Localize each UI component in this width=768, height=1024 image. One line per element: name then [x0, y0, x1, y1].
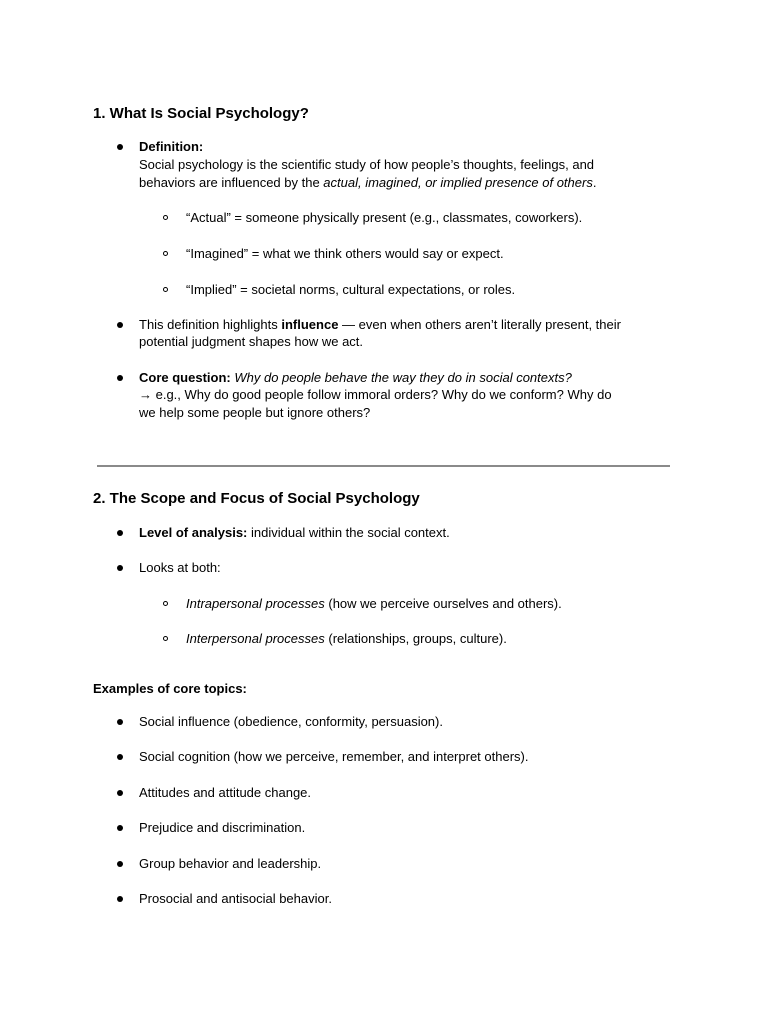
topic-item: Social influence (obedience, conformity, persuasion). [139, 714, 443, 729]
circle-bullet-icon [163, 251, 168, 256]
core-question-label: Core question: [139, 370, 231, 385]
definition-line1: Social psychology is the scientific study of how people’s thoughts, feelings, and [139, 157, 595, 172]
bullet-icon [117, 375, 123, 381]
influence-line1 [139, 316, 621, 334]
subitem-interpersonal [186, 630, 507, 648]
bullet-icon [117, 825, 123, 831]
influence-post: — even when others aren’t literally present, their [338, 317, 621, 332]
definition-line2 [139, 174, 596, 192]
definition-end: . [592, 175, 597, 190]
influence-line2: potential judgment shapes how we act. [139, 334, 364, 349]
interpersonal-italic: Interpersonal processes [186, 631, 325, 646]
topic-item: Group behavior and leadership. [139, 856, 322, 871]
interpersonal-text: (relationships, groups, culture). [324, 631, 507, 646]
circle-bullet-icon [163, 215, 168, 220]
topic-item: Prosocial and antisocial behavior. [139, 891, 332, 906]
bullet-icon [117, 322, 123, 328]
definition-label: Definition: [139, 139, 204, 154]
core-question-line1 [139, 369, 572, 387]
circle-bullet-icon [163, 636, 168, 641]
bullet-icon [117, 719, 123, 725]
subitem-intrapersonal [186, 595, 562, 613]
subitem-actual: “Actual” = someone physically present (e.g., classmates, coworkers). [186, 210, 583, 225]
circle-bullet-icon [163, 601, 168, 606]
bullet-icon [117, 754, 123, 760]
subitem-implied: “Implied” = societal norms, cultural expectations, or roles. [186, 282, 516, 297]
topic-item: Attitudes and attitude change. [139, 785, 312, 800]
bullet-icon [117, 530, 123, 536]
looks-at-both: Looks at both: [139, 560, 221, 575]
circle-bullet-icon [163, 287, 168, 292]
bullet-icon [117, 144, 123, 150]
bullet-icon [117, 896, 123, 902]
bullet-icon [117, 861, 123, 867]
examples-heading: Examples of core topics: [93, 681, 247, 696]
definition-text: behaviors are influenced by the [139, 175, 324, 190]
core-question-line3: we help some people but ignore others? [139, 405, 371, 420]
topic-item: Prejudice and discrimination. [139, 820, 306, 835]
section2-heading: 2. The Scope and Focus of Social Psychology [93, 490, 420, 507]
topic-item: Social cognition (how we perceive, remember, and interpret others). [139, 749, 529, 764]
subitem-imagined: “Imagined” = what we think others would say or expect. [186, 246, 504, 261]
level-of-analysis [139, 524, 450, 542]
definition-italic: actual, imagined, or implied presence of others [323, 175, 593, 190]
intrapersonal-italic: Intrapersonal processes [186, 596, 325, 611]
influence-pre: This definition highlights [139, 317, 282, 332]
level-label: Level of analysis: [139, 525, 248, 540]
core-question-text: Why do people behave the way they do in social contexts? [230, 370, 572, 385]
section1-heading: 1. What Is Social Psychology? [93, 105, 309, 122]
bullet-icon [117, 790, 123, 796]
level-text: individual within the social context. [247, 525, 450, 540]
horizontal-divider [97, 465, 670, 467]
influence-bold: influence [281, 317, 339, 332]
bullet-icon [117, 565, 123, 571]
core-question-line2: → e.g., Why do good people follow immoral orders? Why do we conform? Why do [139, 387, 612, 402]
intrapersonal-text: (how we perceive ourselves and others). [324, 596, 562, 611]
